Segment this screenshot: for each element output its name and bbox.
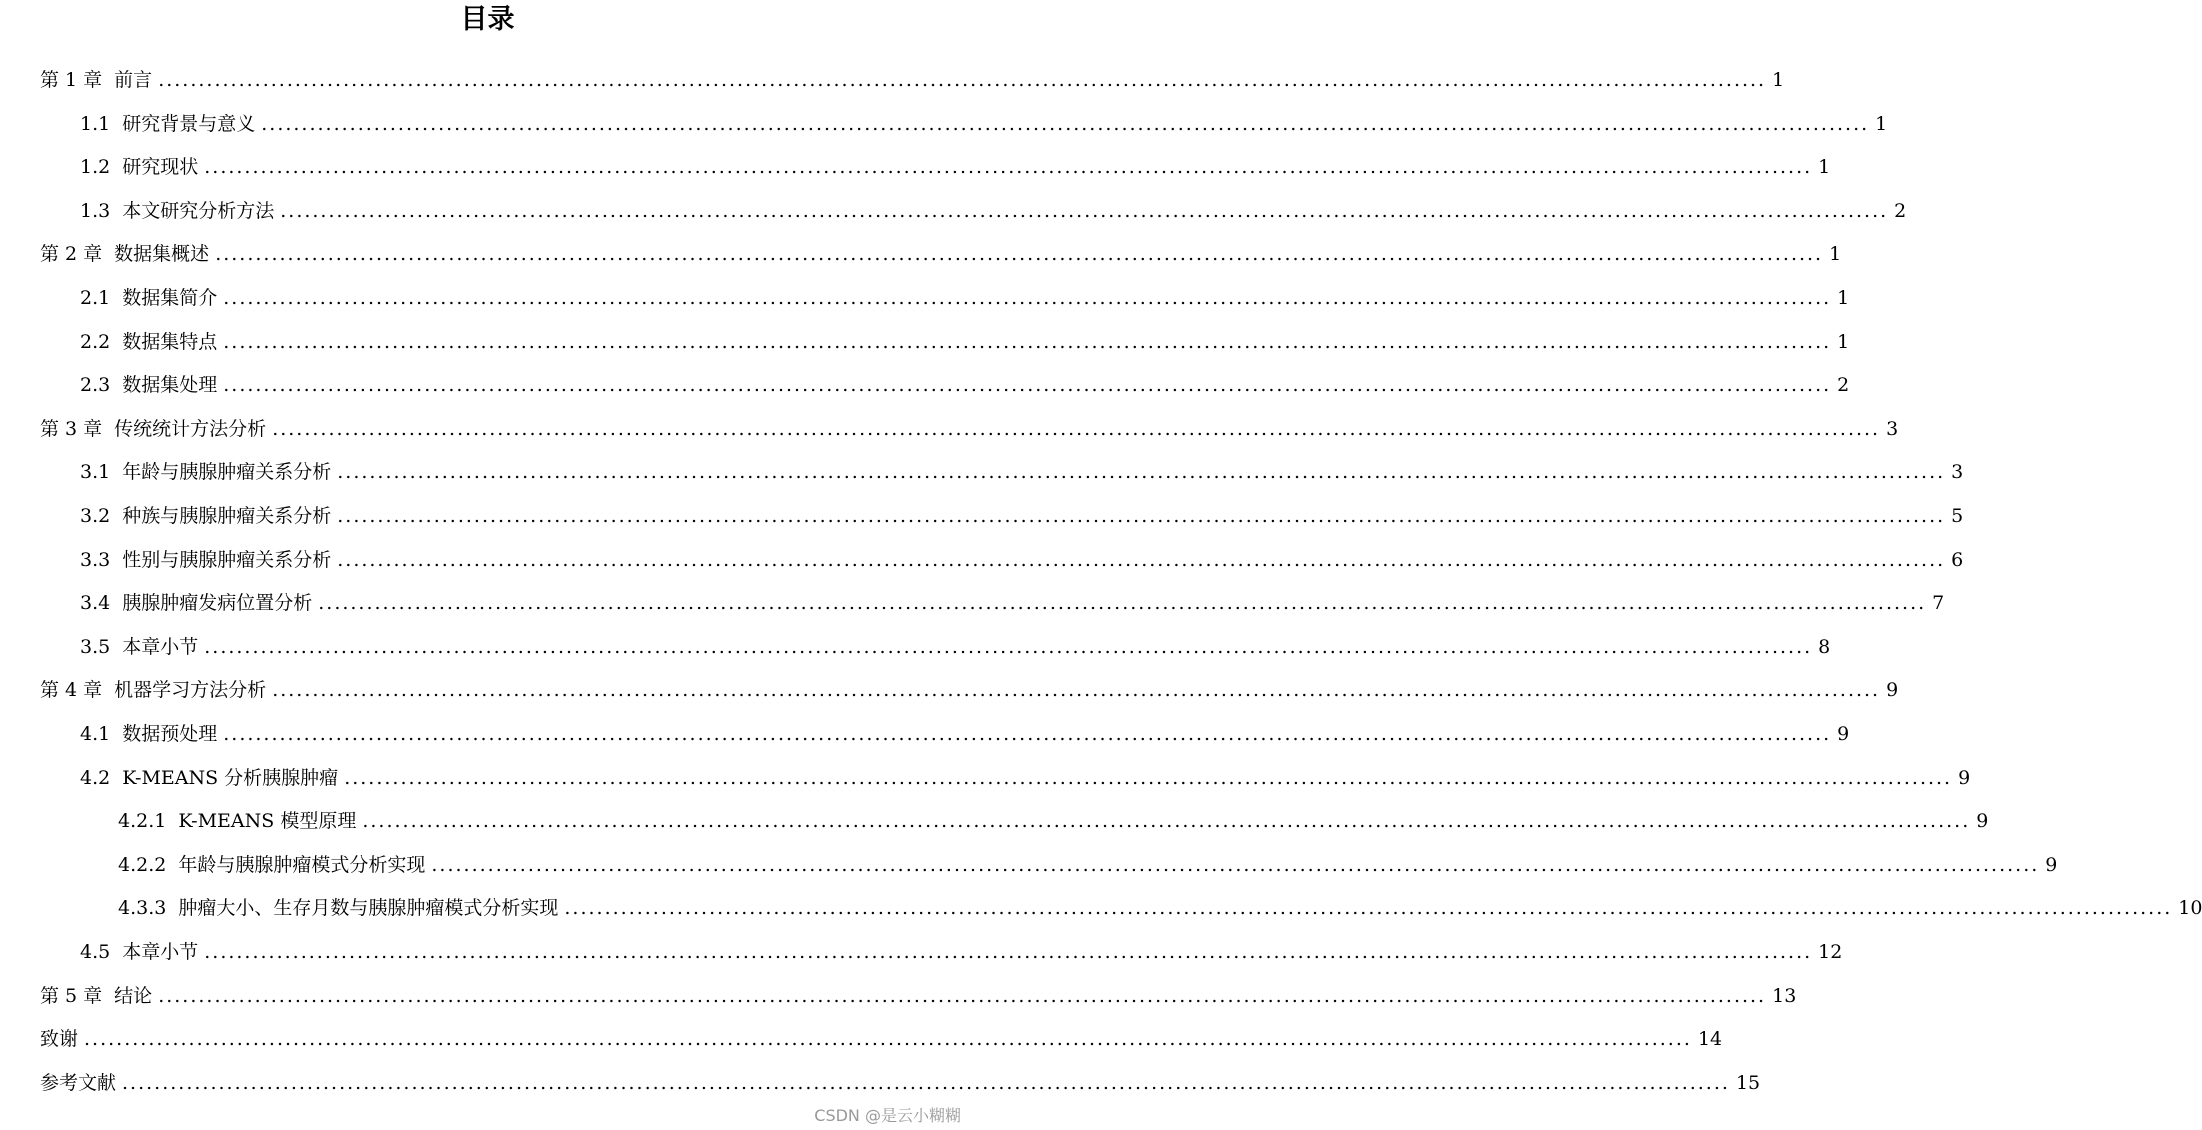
- toc-entry[interactable]: [40, 1025, 1723, 1053]
- toc-entry[interactable]: [118, 851, 2058, 879]
- toc-leader-dots: ........................................................................................................................................................................................................: [223, 374, 1832, 397]
- toc-entry[interactable]: [40, 415, 1899, 443]
- toc-entry-page: 1: [1772, 69, 1785, 91]
- toc-leader-dots: ........................................................................................................................................................................................................: [431, 853, 2040, 876]
- toc-leader-dots: ........................................................................................................................................................................................................: [158, 69, 1767, 91]
- toc-leader-dots: ........................................................................................................................................................................................................: [337, 461, 1946, 484]
- toc-entry-number: 2.3: [80, 374, 111, 397]
- toc-entry-page: 10: [2178, 897, 2202, 920]
- toc-entry-page: 7: [1932, 592, 1945, 615]
- toc-leader-dots: ........................................................................................................................................................................................................: [362, 810, 1971, 833]
- toc-entry[interactable]: [80, 764, 1971, 792]
- toc-entry-page: 9: [1886, 679, 1899, 702]
- toc-entry[interactable]: [80, 502, 1964, 530]
- toc-entry[interactable]: [40, 676, 1899, 704]
- toc-entry-number: 第 2 章: [40, 243, 103, 266]
- toc-entry-page: 5: [1951, 505, 1964, 527]
- toc-entry-page: 1: [1829, 243, 1842, 266]
- toc-leader-dots: ........................................................................................................................................................................................................: [564, 897, 2173, 920]
- toc-leader-dots: ........................................................................................................................................................................................................: [215, 243, 1824, 266]
- toc-entry[interactable]: [80, 458, 1964, 486]
- toc-entry-number: 1.2: [80, 156, 111, 179]
- toc-entry-number: 3.3: [80, 548, 111, 571]
- toc-entry-page: 6: [1951, 548, 1964, 571]
- toc-entry-number: 第 5 章: [40, 984, 103, 1007]
- toc-entry-title: 致谢: [40, 1028, 79, 1051]
- toc-entry-title: K-MEANS 分析胰腺肿瘤: [122, 766, 339, 789]
- toc-entry-number: 1.1: [80, 112, 111, 135]
- toc-leader-dots: ........................................................................................................................................................................................................: [223, 330, 1832, 353]
- toc-leader-dots: ........................................................................................................................................................................................................: [280, 199, 1889, 222]
- toc-entry[interactable]: [40, 240, 1842, 268]
- toc-entry-title: 研究现状: [122, 156, 199, 179]
- toc-entry[interactable]: [40, 1069, 1761, 1097]
- toc-leader-dots: ........................................................................................................................................................................................................: [261, 112, 1870, 135]
- toc-entry-page: 1: [1837, 330, 1850, 353]
- toc-entry-number: 4.5: [80, 941, 111, 963]
- toc-entry-page: 9: [1976, 810, 1989, 833]
- toc-entry[interactable]: [80, 110, 1888, 138]
- toc-entry-number: 第 3 章: [40, 417, 103, 440]
- toc-entry-title: 本章小节: [122, 635, 199, 658]
- toc-entry[interactable]: [80, 633, 1831, 661]
- toc-leader-dots: ........................................................................................................................................................................................................: [337, 548, 1946, 571]
- toc-leader-dots: ........................................................................................................................................................................................................: [122, 1071, 1730, 1094]
- toc-entry-page: 3: [1951, 461, 1964, 484]
- toc-entry-number: 4.3.3: [118, 897, 167, 920]
- toc-entry-page: 2: [1894, 199, 1907, 222]
- toc-entry-page: 8: [1818, 635, 1831, 658]
- toc-entry-title: 年龄与胰腺肿瘤模式分析实现: [178, 853, 426, 876]
- toc-entry[interactable]: [80, 371, 1850, 399]
- toc-entry-page: 9: [1837, 723, 1850, 745]
- toc-entry-page: 1: [1818, 156, 1831, 179]
- toc-entry-number: 3.4: [80, 592, 111, 615]
- toc-leader-dots: ........................................................................................................................................................................................................: [223, 287, 1832, 309]
- toc-leader-dots: ........................................................................................................................................................................................................: [84, 1028, 1692, 1051]
- toc-entry-number: 3.5: [80, 635, 111, 658]
- toc-leader-dots: ........................................................................................................................................................................................................: [204, 156, 1813, 179]
- toc-entry-title: 数据集处理: [122, 374, 218, 397]
- toc-entry-title: 数据集概述: [114, 243, 210, 266]
- toc-entry-title: 年龄与胰腺肿瘤关系分析: [122, 461, 332, 484]
- toc-entry-title: 数据集简介: [122, 287, 218, 309]
- toc-entry-title: 种族与胰腺肿瘤关系分析: [122, 505, 332, 527]
- toc-entry-number: 3.2: [80, 505, 111, 527]
- toc-entry-title: 前言: [114, 69, 153, 91]
- toc-entry-title: 数据集特点: [122, 330, 218, 353]
- page-title: 目录: [460, 4, 515, 35]
- toc-entry-title: K-MEANS 模型原理: [178, 810, 357, 833]
- toc-entry-title: 胰腺肿瘤发病位置分析: [122, 592, 313, 615]
- toc-entry-page: 14: [1697, 1028, 1723, 1051]
- toc-entry-page: 9: [1958, 766, 1971, 789]
- toc-entry-page: 2: [1837, 374, 1850, 397]
- toc-entry-page: 3: [1886, 417, 1899, 440]
- toc-entry-number: 第 4 章: [40, 679, 103, 702]
- toc-entry-page: 12: [1818, 941, 1843, 963]
- toc-leader-dots: ........................................................................................................................................................................................................: [204, 941, 1813, 963]
- toc-entry-title: 结论: [114, 984, 153, 1007]
- toc-entry-title: 性别与胰腺肿瘤关系分析: [122, 548, 332, 571]
- toc-entry[interactable]: [80, 589, 1945, 617]
- toc-entry[interactable]: [40, 982, 1797, 1010]
- toc-entry-number: 第 1 章: [40, 69, 103, 91]
- toc-entry-title: 参考文献: [40, 1071, 117, 1094]
- toc-entry-number: 4.2: [80, 766, 111, 789]
- toc-entry-number: 4.2.1: [118, 810, 167, 833]
- toc-entry[interactable]: [118, 894, 2202, 922]
- toc-entry-number: 2.2: [80, 330, 111, 353]
- toc-entry-number: 4.1: [80, 723, 111, 745]
- toc-leader-dots: ........................................................................................................................................................................................................: [318, 592, 1927, 615]
- toc-entry-title: 机器学习方法分析: [114, 679, 267, 702]
- toc-entry-number: 2.1: [80, 287, 111, 309]
- toc-entry-number: 4.2.2: [118, 853, 167, 876]
- toc-entry[interactable]: [80, 938, 1843, 966]
- toc-leader-dots: ........................................................................................................................................................................................................: [272, 417, 1881, 440]
- toc-leader-dots: ........................................................................................................................................................................................................: [344, 766, 1953, 789]
- toc-entry-page: 1: [1875, 112, 1888, 135]
- toc-entry[interactable]: [80, 546, 1964, 574]
- toc-entry-number: 1.3: [80, 199, 111, 222]
- toc-entry-page: 13: [1772, 984, 1797, 1007]
- toc-leader-dots: ........................................................................................................................................................................................................: [223, 723, 1832, 745]
- toc-entry[interactable]: [80, 153, 1831, 181]
- toc-entry-title: 本文研究分析方法: [122, 199, 275, 222]
- toc-entry-number: 3.1: [80, 461, 111, 484]
- toc-entry[interactable]: [118, 807, 1989, 835]
- toc-entry[interactable]: [40, 66, 1785, 94]
- toc-leader-dots: ........................................................................................................................................................................................................: [158, 984, 1767, 1007]
- toc-entry-page: 9: [2045, 853, 2058, 876]
- toc-entry[interactable]: [80, 720, 1850, 748]
- toc-entry[interactable]: [80, 284, 1850, 312]
- toc-leader-dots: ........................................................................................................................................................................................................: [272, 679, 1881, 702]
- toc-entry-title: 传统统计方法分析: [114, 417, 267, 440]
- toc-entry[interactable]: [80, 197, 1907, 225]
- toc-entry-page: 15: [1735, 1071, 1761, 1094]
- toc-leader-dots: ........................................................................................................................................................................................................: [337, 505, 1946, 527]
- toc-entry-title: 本章小节: [122, 941, 199, 963]
- toc-entry-page: 1: [1837, 287, 1850, 309]
- toc-entry-title: 研究背景与意义: [122, 112, 256, 135]
- watermark: CSDN @是云小糊糊: [814, 1106, 961, 1125]
- toc-entry-title: 肿瘤大小、生存月数与胰腺肿瘤模式分析实现: [178, 897, 559, 920]
- toc-entry-title: 数据预处理: [122, 723, 218, 745]
- toc-leader-dots: ........................................................................................................................................................................................................: [204, 635, 1813, 658]
- toc-entry[interactable]: [80, 328, 1850, 356]
